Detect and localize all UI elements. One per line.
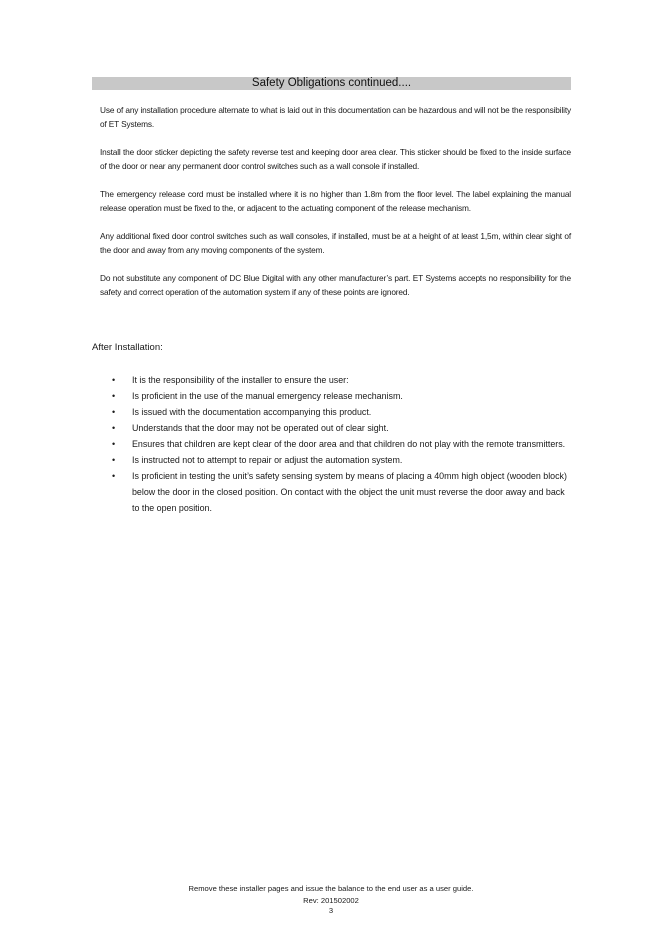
list-item-text: Is proficient in testing the unit’s safety sensing system by means of placing a 40mm high object (wooden block) below the door in the closed position. On contact with the object the unit must reverse the door away and back to the open position. (132, 471, 567, 513)
paragraph-control-switches: Any additional fixed door control switches such as wall consoles, if installed, must be at a height of at least 1,5m, within clear sight of the door and away from any moving components of the system. (100, 231, 571, 255)
list-item-text: Is instructed not to attempt to repair or adjust the automation system. (132, 455, 403, 465)
list-item (112, 468, 572, 516)
section-heading: Safety Obligations continued.... (92, 77, 571, 90)
list-item (112, 372, 572, 388)
footer-note: Remove these installer pages and issue the balance to the end user as a user guide. (188, 884, 474, 893)
list-item-text: It is the responsibility of the installer to ensure the user: (132, 375, 349, 385)
safety-paragraphs (100, 103, 571, 313)
list-item (112, 388, 572, 404)
bullet-icon: • (112, 439, 116, 449)
after-installation-heading: After Installation: (92, 342, 163, 353)
list-item-text: Is proficient in the use of the manual emergency release mechanism. (132, 391, 403, 401)
list-item-text: Is issued with the documentation accompanying this product. (132, 407, 372, 417)
list-item (112, 404, 572, 420)
list-item-text: Understands that the door may not be operated out of clear sight. (132, 423, 389, 433)
bullet-icon: • (112, 471, 116, 481)
bullet-icon: • (112, 375, 116, 385)
list-item (112, 436, 572, 452)
footer-revision: Rev: 201502002 (303, 896, 359, 905)
paragraph-door-sticker: Install the door sticker depicting the safety reverse test and keeping door area clear. This sticker should be fixed to the inside surface of the door or near any permanent door control switches such as a wall console if installed. (100, 147, 571, 171)
paragraph-emergency-release: The emergency release cord must be installed where it is no higher than 1.8m from the floor level. The label explaining the manual release operation must be fixed to the, or adjacent to the actuating component of the release mechanism. (100, 189, 571, 213)
bullet-icon: • (112, 423, 116, 433)
page-number: 3 (328, 906, 334, 915)
bullet-icon: • (112, 391, 116, 401)
paragraph-installation-procedure: Use of any installation procedure alternate to what is laid out in this documentation can be hazardous and will not be the responsibility of ET Systems. (100, 105, 571, 129)
after-installation-list (112, 372, 572, 516)
paragraph-substitution: Do not substitute any component of DC Blue Digital with any other manufacturer’s part. ET Systems accepts no responsibility for the safety and correct operation of the automation system if any of these points are ignored. (100, 273, 571, 297)
bullet-icon: • (112, 455, 116, 465)
list-item (112, 452, 572, 468)
bullet-icon: • (112, 407, 116, 417)
list-item-text: Ensures that children are kept clear of the door area and that children do not play with the remote transmitters. (132, 439, 566, 449)
list-item (112, 420, 572, 436)
